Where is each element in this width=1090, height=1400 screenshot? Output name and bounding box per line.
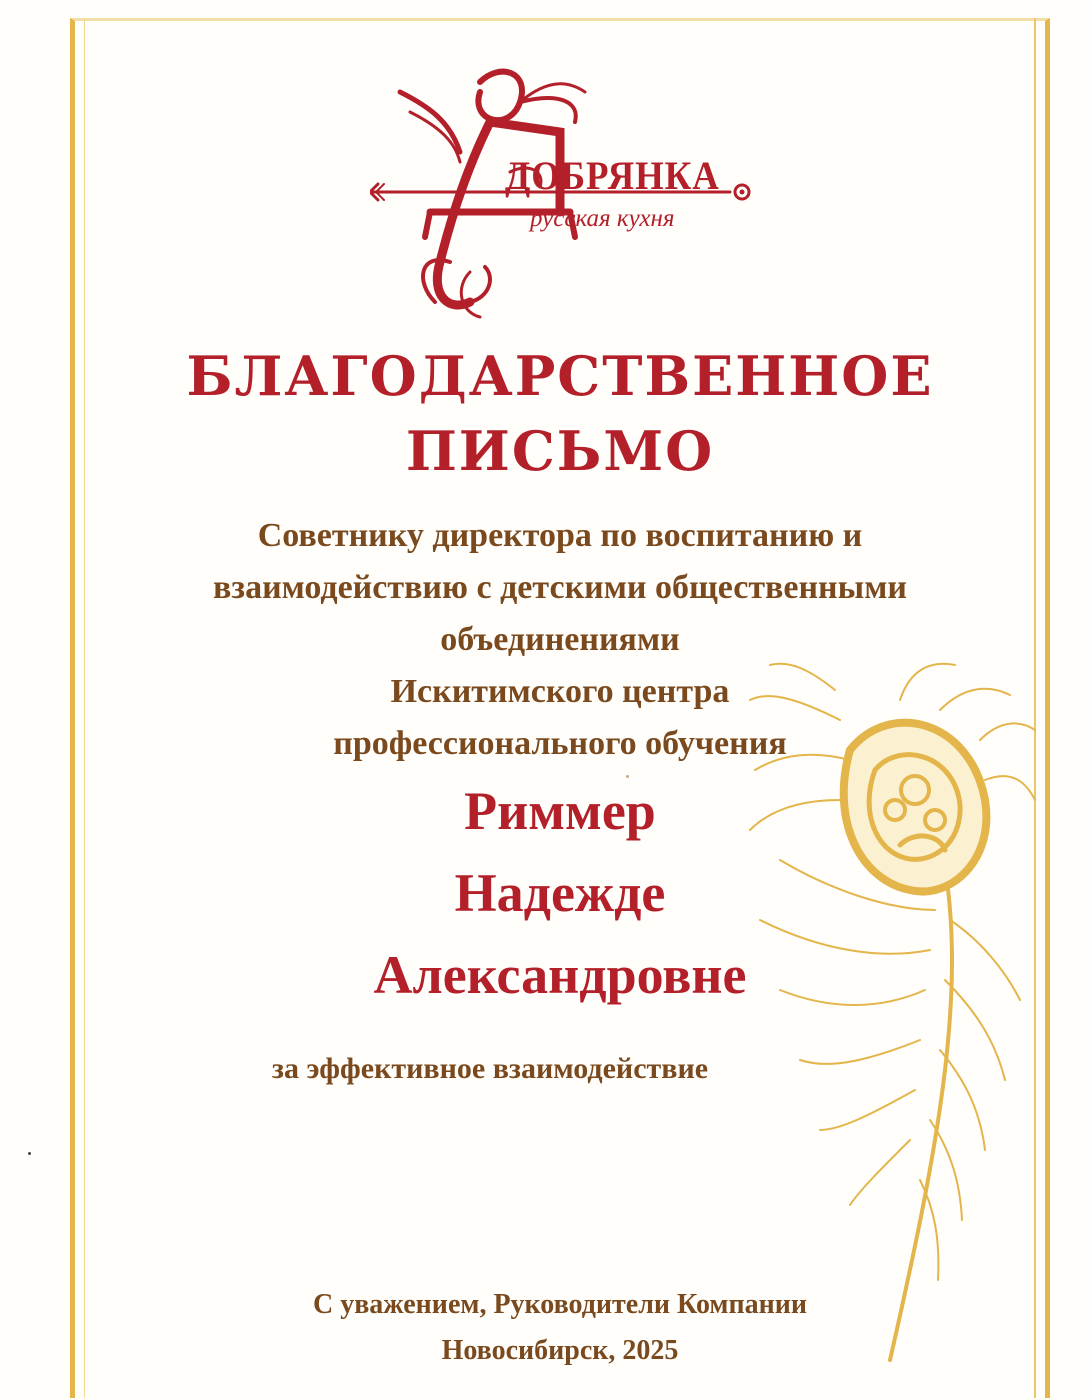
gold-frame-inner-left xyxy=(84,18,85,1398)
scan-speck xyxy=(626,775,629,778)
document-title-line1: БЛАГОДАРСТВЕННОЕ xyxy=(186,344,934,408)
logo-name: ДОБРЯНКА xyxy=(505,153,720,198)
name-line: Надежде xyxy=(454,863,666,923)
name-line: Риммер xyxy=(464,781,656,841)
recipient-line: Искитимского центра xyxy=(390,673,730,710)
signature-line: С уважением, Руководители Компании xyxy=(312,1289,808,1320)
scan-speck xyxy=(28,1152,31,1155)
recipient-line: профессионального обучения xyxy=(333,725,787,762)
signature-block xyxy=(90,1282,1030,1374)
recipient-name xyxy=(90,770,1030,1016)
peacock-feather-icon xyxy=(740,660,1040,1380)
name-line: Александровне xyxy=(373,945,747,1005)
award-reason: за эффективное взаимодействие xyxy=(271,1052,709,1085)
document-title-line2: ПИСЬМО xyxy=(405,419,715,483)
logo-tagline: русская кухня xyxy=(530,205,675,232)
recipient-line: объединениями xyxy=(440,621,680,658)
recipient-line: взаимодействию с детскими общественными xyxy=(213,569,907,606)
recipient-line: Советнику директора по воспитанию и xyxy=(257,517,863,554)
signature-city-year: Новосибирск, 2025 xyxy=(441,1335,679,1366)
